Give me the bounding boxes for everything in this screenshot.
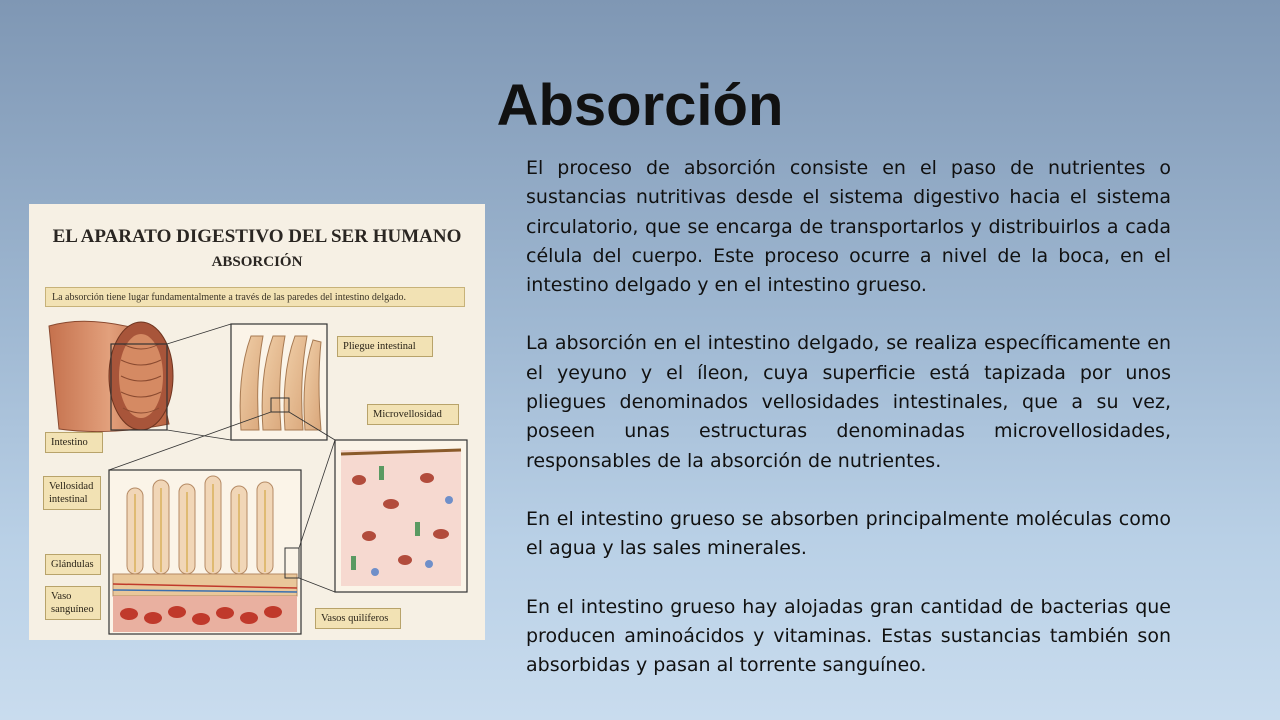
paragraph-definition: El proceso de absorción consiste en el paso de nutrientes o sustancias nutritivas desde el sistema digestivo hacia el sistema circulatorio, que se encarga de transportarlos y distribuirlos a cada célula del cuerpo. Este proceso ocurre a nivel de la boca, en el intestino delgado y en el intestino grueso. xyxy=(526,157,1171,297)
label-vaso-sanguineo: Vaso sanguíneo xyxy=(45,586,101,620)
slide-title: Absorción xyxy=(496,73,784,138)
body-text xyxy=(526,154,1171,709)
illustration-caption: La absorción tiene lugar fundamentalmente a través de las paredes del intestino delgado. xyxy=(45,287,465,307)
label-vasos-quiliferos: Vasos quilíferos xyxy=(315,608,401,629)
illustration-title: EL APARATO DIGESTIVO DEL SER HUMANO xyxy=(52,226,462,247)
illustration-subtitle: ABSORCIÓN xyxy=(211,254,303,270)
label-glandulas: Glándulas xyxy=(45,554,101,575)
label-pliegue: Pliegue intestinal xyxy=(337,336,433,357)
label-microvellosidad: Microvellosidad xyxy=(367,404,459,425)
paragraph-large-intestine: En el intestino grueso se absorben principalmente moléculas como el agua y las sales minerales. xyxy=(526,507,1171,560)
paragraph-small-intestine: La absorción en el intestino delgado, se realiza específicamente en el yeyuno y el íleon, cuya superficie está tapizada por unos pliegues denominados vellosidades intestinales, que a su vez, poseen unas estructuras denominadas microvellosidades, responsables de la absorción de nutrientes. xyxy=(526,332,1171,472)
label-vellosidad: Vellosidad intestinal xyxy=(43,476,101,510)
label-intestino: Intestino xyxy=(45,432,103,453)
paragraph-bacteria: En el intestino grueso hay alojadas gran cantidad de bacterias que producen aminoácidos y vitaminas. Estas sustancias también son absorbidas y pasan al torrente sanguíneo. xyxy=(526,595,1171,677)
digestive-system-illustration xyxy=(29,204,485,640)
